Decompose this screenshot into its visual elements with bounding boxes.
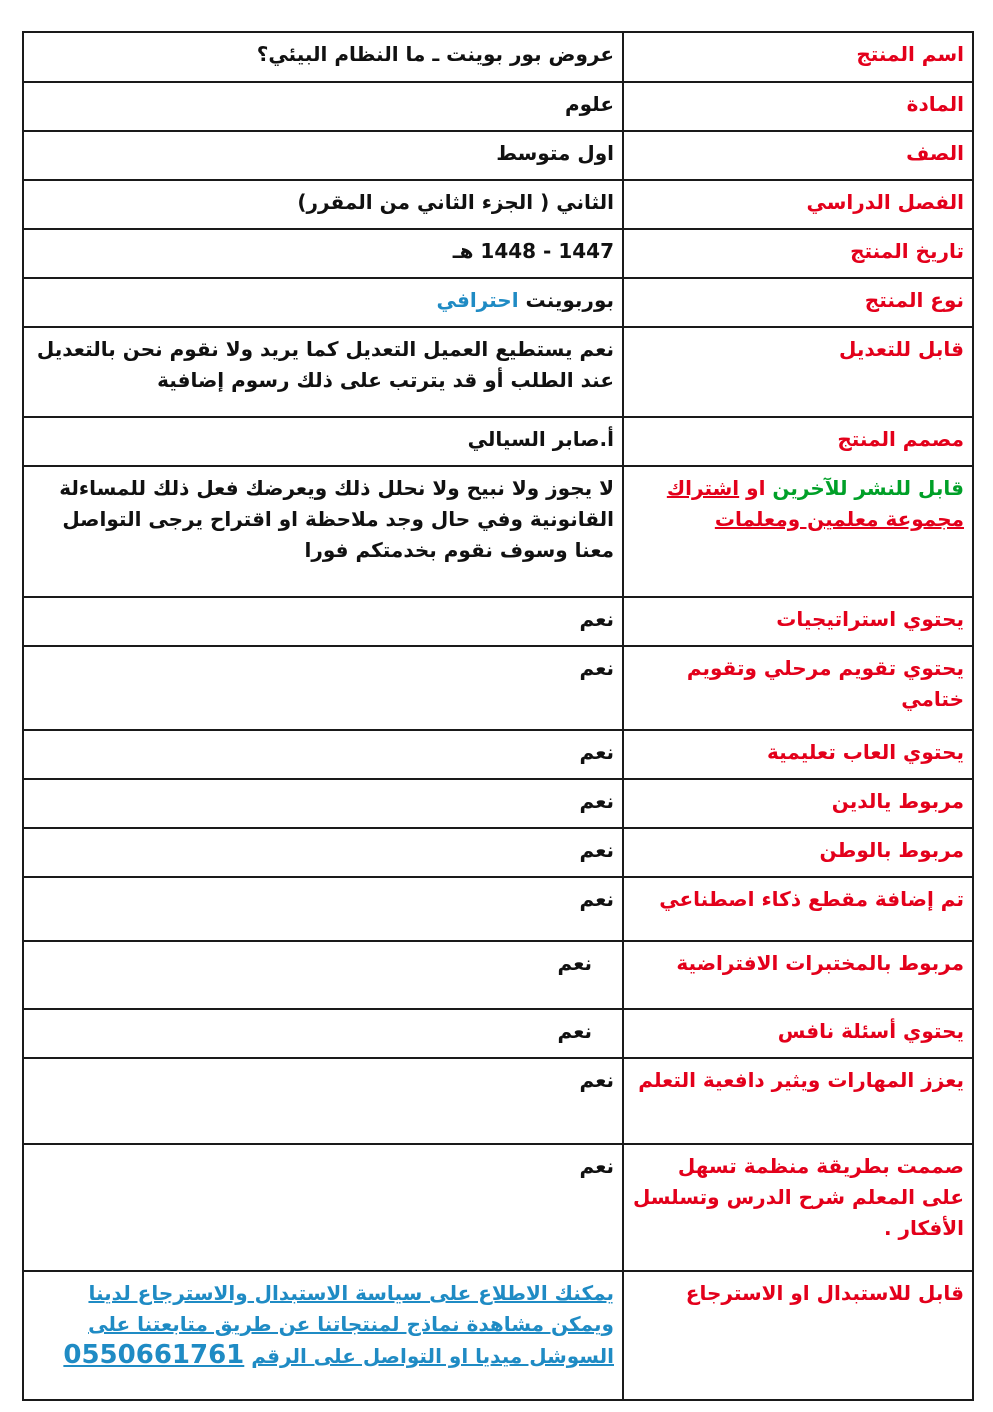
product-info-sheet bbox=[22, 31, 974, 1401]
value-homeland: نعم bbox=[23, 828, 623, 877]
label-sharing-part1: قابل للنشر للآخرين bbox=[772, 476, 964, 500]
value-grade: اول متوسط bbox=[23, 131, 623, 180]
label-semester: الفصل الدراسي bbox=[623, 180, 973, 229]
label-assessment: يحتوي تقويم مرحلي وتقويم ختامي bbox=[623, 646, 973, 730]
label-strategies: يحتوي استراتيجيات bbox=[623, 597, 973, 646]
value-designer: أ.صابر السيالي bbox=[23, 417, 623, 466]
table-row bbox=[23, 466, 973, 597]
label-sharing-part2: او bbox=[746, 476, 766, 500]
table-row bbox=[23, 32, 973, 82]
value-product-date: 1447 - 1448 هـ bbox=[23, 229, 623, 278]
table-row bbox=[23, 229, 973, 278]
label-ai-clip: تم إضافة مقطع ذكاء اصطناعي bbox=[623, 877, 973, 941]
value-games: نعم bbox=[23, 730, 623, 779]
label-games: يحتوي العاب تعليمية bbox=[623, 730, 973, 779]
return-policy-link[interactable]: يمكنك الاطلاع على سياسة الاستبدال والاسترجاع لدينا ويمكن مشاهدة نماذج لمنتجاتنا عن طريق متابعتنا على السوشل ميديا او التواصل على الرقم bbox=[88, 1281, 614, 1368]
table-row bbox=[23, 417, 973, 466]
label-product-type: نوع المنتج bbox=[623, 278, 973, 327]
value-religion: نعم bbox=[23, 779, 623, 828]
table-row bbox=[23, 597, 973, 646]
table-row bbox=[23, 646, 973, 730]
label-sharing-part3: اشتراك مجموعة معلمين ومعلمات bbox=[666, 476, 964, 531]
label-subject: المادة bbox=[623, 82, 973, 131]
value-subject: علوم bbox=[23, 82, 623, 131]
table-row bbox=[23, 327, 973, 417]
table-row bbox=[23, 1271, 973, 1400]
label-religion: مربوط يالدين bbox=[623, 779, 973, 828]
table-row bbox=[23, 1144, 973, 1271]
label-organized-design: صممت بطريقة منظمة تسهل على المعلم شرح الدرس وتسلسل الأفكار . bbox=[623, 1144, 973, 1271]
label-sharing bbox=[623, 466, 973, 597]
value-virtual-labs: نعم bbox=[23, 941, 623, 1009]
table-row bbox=[23, 730, 973, 779]
label-return-policy: قابل للاستبدال او الاسترجاع bbox=[623, 1271, 973, 1400]
table-row bbox=[23, 1058, 973, 1144]
table-row bbox=[23, 779, 973, 828]
product-type-accent: احترافي bbox=[436, 288, 519, 312]
value-return-policy bbox=[23, 1271, 623, 1400]
table-row bbox=[23, 180, 973, 229]
value-semester: الثاني ( الجزء الثاني من المقرر) bbox=[23, 180, 623, 229]
value-editable: نعم يستطيع العميل التعديل كما يريد ولا نقوم نحن بالتعديل عند الطلب أو قد يترتب على ذلك رسوم إضافية bbox=[23, 327, 623, 417]
value-sharing: لا يجوز ولا نبيح ولا نحلل ذلك ويعرضك فعل ذلك للمساءلة القانونية وفي حال وجد ملاحظة او اقتراح يرجى التواصل معنا وسوف نقوم بخدمتكم فورا bbox=[23, 466, 623, 597]
product-type-main: بوربوينت bbox=[525, 288, 614, 312]
value-nafs-questions: نعم bbox=[23, 1009, 623, 1058]
label-product-name: اسم المنتج bbox=[623, 32, 973, 82]
value-strategies: نعم bbox=[23, 597, 623, 646]
label-designer: مصمم المنتج bbox=[623, 417, 973, 466]
table-row bbox=[23, 82, 973, 131]
product-info-table bbox=[22, 31, 974, 1401]
table-row bbox=[23, 131, 973, 180]
label-virtual-labs: مربوط بالمختبرات الافتراضية bbox=[623, 941, 973, 1009]
label-editable: قابل للتعديل bbox=[623, 327, 973, 417]
table-row bbox=[23, 278, 973, 327]
value-organized-design: نعم bbox=[23, 1144, 623, 1271]
value-assessment: نعم bbox=[23, 646, 623, 730]
value-ai-clip: نعم bbox=[23, 877, 623, 941]
table-row bbox=[23, 941, 973, 1009]
table-row bbox=[23, 1009, 973, 1058]
phone-number-link[interactable]: 0550661761 bbox=[63, 1340, 245, 1370]
value-skills: نعم bbox=[23, 1058, 623, 1144]
label-nafs-questions: يحتوي أسئلة نافس bbox=[623, 1009, 973, 1058]
label-homeland: مربوط بالوطن bbox=[623, 828, 973, 877]
value-product-name: عروض بور بوينت ـ ما النظام البيئي؟ bbox=[23, 32, 623, 82]
label-grade: الصف bbox=[623, 131, 973, 180]
table-row bbox=[23, 828, 973, 877]
label-skills: يعزز المهارات ويثير دافعية التعلم bbox=[623, 1058, 973, 1144]
table-row bbox=[23, 877, 973, 941]
value-product-type bbox=[23, 278, 623, 327]
label-product-date: تاريخ المنتج bbox=[623, 229, 973, 278]
